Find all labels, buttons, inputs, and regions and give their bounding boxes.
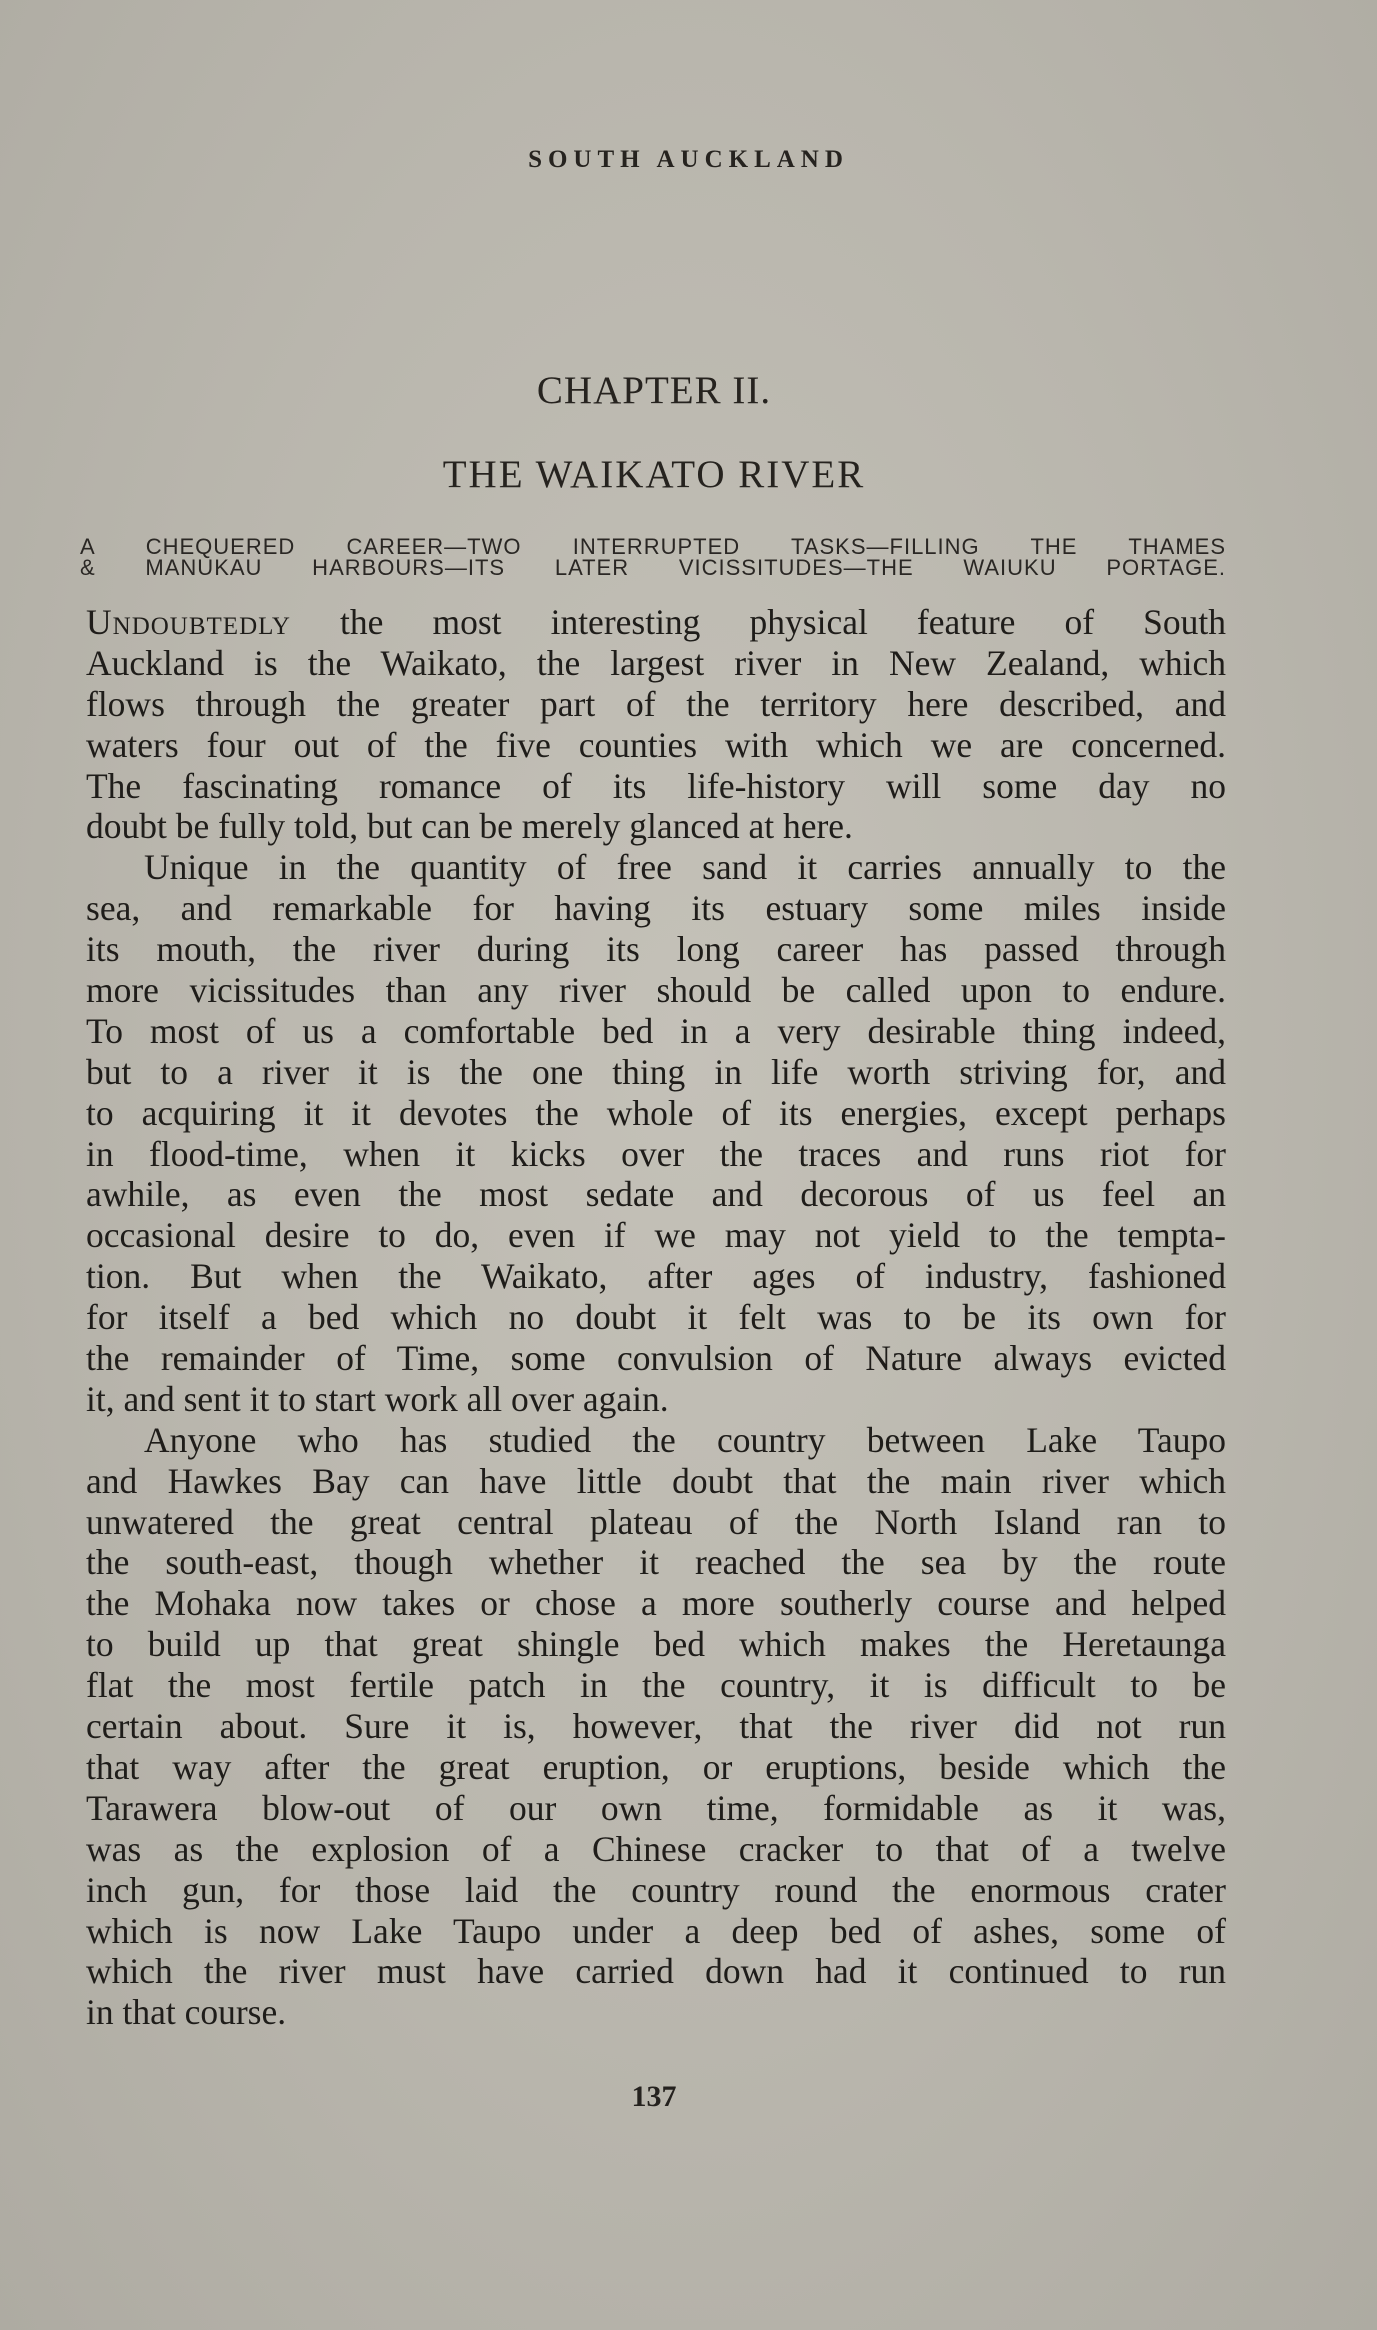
- text-line: awhile, as even the most sedate and decorous of us feel an: [86, 1174, 1226, 1215]
- text-line: more vicissitudes than any river should be called upon to endure.: [86, 970, 1226, 1011]
- text-line: unwatered the great central plateau of the North Island ran to: [86, 1501, 1226, 1542]
- text-line: that way after the great eruption, or eruptions, beside which the: [86, 1746, 1226, 1787]
- text-line: in that course.: [86, 1992, 287, 2033]
- text-line: The fascinating romance of its life-history will some day no: [86, 765, 1226, 806]
- text-line: was as the explosion of a Chinese cracker to that of a twelve: [86, 1828, 1226, 1869]
- text-line: but to a river it is the one thing in life worth striving for, and: [86, 1051, 1226, 1092]
- paragraph: [86, 847, 1226, 1419]
- text-line: flat the most fertile patch in the country, it is difficult to be: [86, 1665, 1226, 1706]
- chapter-number: CHAPTER II.: [536, 369, 772, 412]
- text-line: Anyone who has studied the country between Lake Taupo: [144, 1419, 1226, 1460]
- text-line: To most of us a comfortable bed in a very desirable thing indeed,: [86, 1010, 1226, 1051]
- synopsis-line: A CHEQUERED CAREER—TWO INTERRUPTED TASKS—FILLING THE THAMES: [80, 534, 1226, 559]
- text-line: sea, and remarkable for having its estuary some miles inside: [86, 888, 1226, 929]
- body-text: [86, 602, 1226, 2033]
- text-line: and Hawkes Bay can have little doubt that the main river which: [86, 1460, 1226, 1501]
- page-number: 137: [631, 2080, 677, 2113]
- text-line: the remainder of Time, some convulsion of Nature always evicted: [86, 1338, 1226, 1379]
- text-line: Unique in the quantity of free sand it carries annually to the: [144, 847, 1226, 888]
- text-line: to acquiring it it devotes the whole of its energies, except perhaps: [86, 1092, 1226, 1133]
- text-line: the south-east, though whether it reached the sea by the route: [86, 1542, 1226, 1583]
- text-line: tion. But when the Waikato, after ages of industry, fashioned: [86, 1256, 1226, 1297]
- paragraph: [86, 602, 1226, 847]
- text-line: waters four out of the five counties with which we are concerned.: [86, 724, 1226, 765]
- running-head: SOUTH AUCKLAND: [528, 146, 849, 173]
- text-line: occasional desire to do, even if we may not yield to the tempta-: [86, 1215, 1226, 1256]
- text-line: in flood-time, when it kicks over the traces and runs riot for: [86, 1133, 1226, 1174]
- lead-word: Undoubtedly: [86, 602, 291, 642]
- text-line: its mouth, the river during its long career has passed through: [86, 929, 1226, 970]
- text-line: Undoubtedly the most interesting physical feature of South: [86, 602, 1226, 642]
- chapter-title: THE WAIKATO RIVER: [442, 453, 866, 496]
- paragraph: [86, 1420, 1226, 2033]
- text-line: which the river must have carried down had it continued to run: [86, 1951, 1226, 1992]
- text-line: flows through the greater part of the territory here described, and: [86, 683, 1226, 724]
- text-line: Auckland is the Waikato, the largest river in New Zealand, which: [86, 642, 1226, 683]
- text-line: certain about. Sure it is, however, that the river did not run: [86, 1706, 1226, 1747]
- chapter-synopsis: [80, 536, 1226, 578]
- text-line: for itself a bed which no doubt it felt was to be its own for: [86, 1297, 1226, 1338]
- text-line: Tarawera blow-out of our own time, formidable as it was,: [86, 1787, 1226, 1828]
- text-line: inch gun, for those laid the country round the enormous crater: [86, 1869, 1226, 1910]
- text-line: it, and sent it to start work all over again.: [86, 1378, 669, 1419]
- text-line: doubt be fully told, but can be merely glanced at here.: [86, 806, 853, 847]
- synopsis-line: & MANUKAU HARBOURS—ITS LATER VICISSITUDES—THE WAIUKU PORTAGE.: [80, 555, 1226, 580]
- text-line: the Mohaka now takes or chose a more southerly course and helped: [86, 1583, 1226, 1624]
- text-line: which is now Lake Taupo under a deep bed of ashes, some of: [86, 1910, 1226, 1951]
- text-line: to build up that great shingle bed which makes the Heretaunga: [86, 1624, 1226, 1665]
